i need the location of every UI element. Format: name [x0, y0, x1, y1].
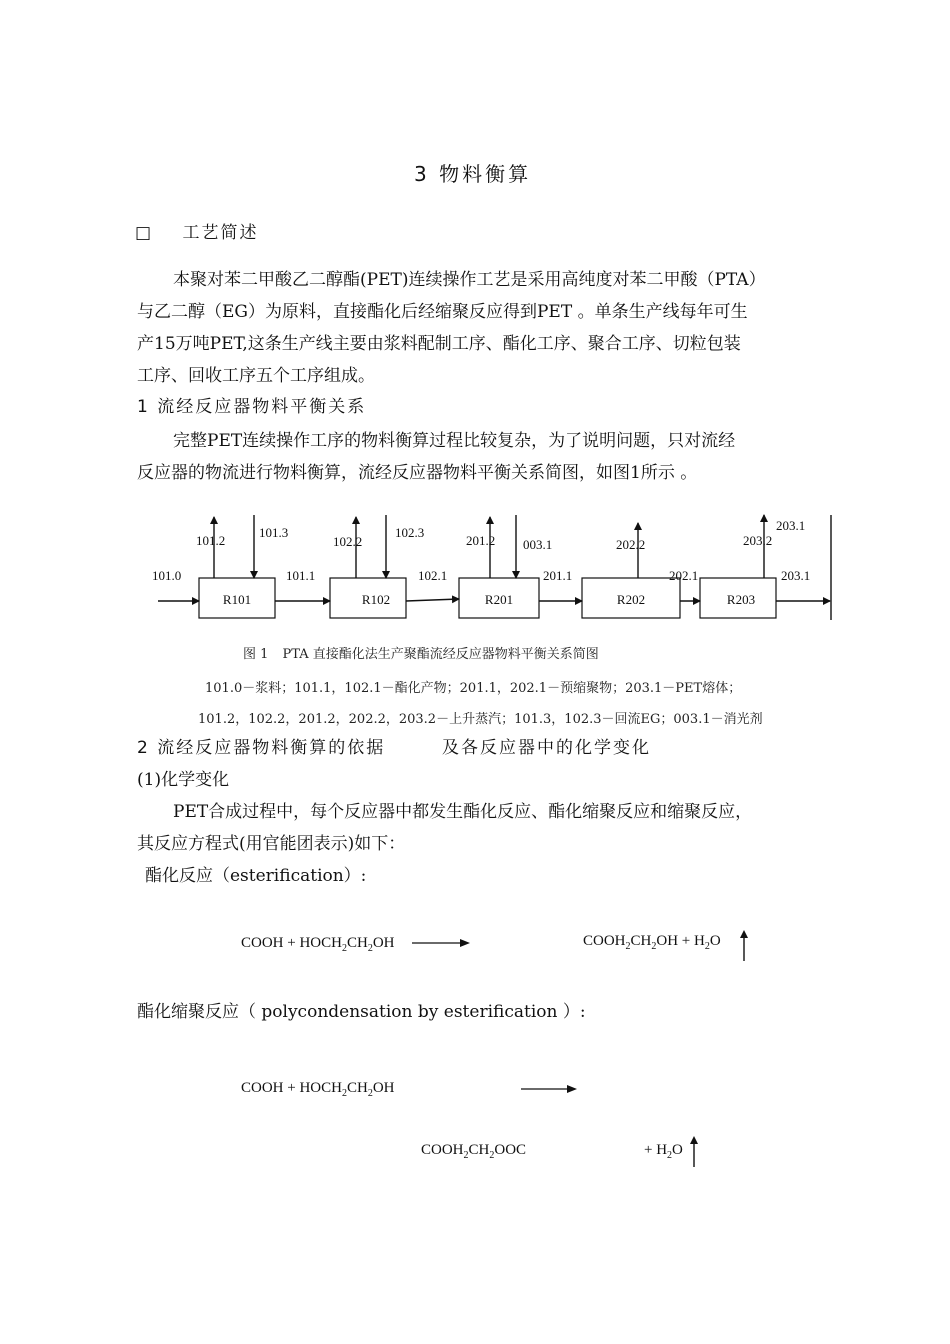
- reactor-r201: [459, 578, 539, 618]
- reaction-line: PET合成过程中，每个反应器中都发生酯化反应、酯化缩聚反应和缩聚反应，: [173, 802, 753, 822]
- gas-up-arrow: [738, 930, 750, 962]
- reflux-label: 102.3: [395, 525, 425, 540]
- intro-line: 本聚对苯二甲酸乙二醇酯(PET)连续操作工艺是采用高纯度对苯二甲酸（PTA）: [173, 270, 766, 290]
- additive-label: 003.1: [523, 537, 553, 552]
- equation-arrow: [412, 936, 472, 950]
- reactor-label: R101: [222, 592, 252, 607]
- equation-polycondensation-water: + $H_2O$: [644, 1142, 683, 1161]
- equation-polycondensation-product: $COOH_2CH_2OOC$: [421, 1142, 527, 1161]
- reactor-r203: [700, 578, 776, 618]
- vapor-label: 203.2: [743, 533, 773, 548]
- section-title: 工艺简述: [182, 223, 259, 243]
- reactor-r202: [582, 578, 680, 618]
- reactor-label: R201: [484, 592, 514, 607]
- gas-up-arrow: [688, 1136, 700, 1168]
- subsection-2-heading: [137, 733, 651, 758]
- reactor-label: R203: [726, 592, 756, 607]
- figure-title: PTA 直接酯化法生产聚酯流经反应器物料平衡关系简图: [282, 647, 599, 662]
- output-label: 203.1: [776, 518, 806, 533]
- equation-arrow: [521, 1082, 581, 1096]
- vapor-label: 201.2: [466, 533, 496, 548]
- vapor-label: 202.2: [616, 537, 646, 552]
- figure-caption: [243, 643, 599, 662]
- figure-legend-line: 101.0－浆料；101.1，102.1－酯化产物；201.1，202.1－预缩聚物；203.1－PET熔体；: [205, 681, 742, 696]
- vapor-label: 102.2: [333, 534, 363, 549]
- sub1-line: 反应器的物流进行物料衡算，流经反应器物料平衡关系简图，如图1所示 。: [137, 463, 698, 483]
- section-heading: [135, 218, 258, 243]
- section-marker: □: [135, 223, 154, 243]
- intro-line: 产15万吨PET,这条生产线主要由浆料配制工序、酯化工序、聚合工序、切粒包装: [137, 334, 741, 354]
- flow-label: 202.1: [669, 568, 699, 583]
- flow-label: 102.1: [418, 568, 448, 583]
- subsection-1-heading: 1 流经反应器物料平衡关系: [137, 397, 367, 417]
- equation-esterification-reactants: COOH + $HOCH_2CH_2OH$: [241, 935, 395, 954]
- reactor-r101: [199, 578, 275, 618]
- subsection-2-item: (1)化学变化: [137, 770, 230, 790]
- esterification-label: 酯化反应（esterification）:: [145, 866, 367, 886]
- figure-legend-line: 101.2，102.2，201.2，202.2，203.2－上升蒸汽；101.3，102.3－回流EG；003.1－消光剂: [198, 712, 763, 727]
- reflux-label: 101.3: [259, 525, 289, 540]
- equation-polycondensation-reactants: COOH + $HOCH_2CH_2OH$: [241, 1080, 395, 1099]
- reactor-flow-diagram: [0, 500, 950, 640]
- polycondensation-label: 酯化缩聚反应（ polycondensation by esterification ）:: [137, 1002, 586, 1022]
- flow-label: 101.1: [286, 568, 316, 583]
- page-heading: 3 物料衡算: [414, 162, 532, 186]
- vapor-label: 101.2: [196, 533, 226, 548]
- intro-line: 工序、回收工序五个工序组成。: [137, 366, 375, 386]
- sub1-line: 完整PET连续操作工序的物料衡算过程比较复杂，为了说明问题，只对流经: [173, 431, 736, 451]
- reactor-label: R202: [616, 592, 646, 607]
- flow-label: 203.1: [781, 568, 811, 583]
- subsection-2-right: 及各反应器中的化学变化: [442, 738, 651, 758]
- equation-esterification-products: $COOH_2CH_2OH + H_2O$: [583, 933, 721, 952]
- figure-number: 图 1: [243, 647, 269, 662]
- reactor-label: R102: [361, 592, 391, 607]
- intro-line: 与乙二醇（EG）为原料，直接酯化后经缩聚反应得到PET 。单条生产线每年可生: [137, 302, 748, 322]
- subsection-2-left: 2 流经反应器物料衡算的依据: [137, 738, 386, 758]
- reactor-r102: [330, 578, 406, 618]
- flow-label: 201.1: [543, 568, 573, 583]
- flow-arrow: [406, 599, 459, 601]
- reaction-line: 其反应方程式(用官能团表示)如下：: [137, 834, 406, 854]
- flow-label: 101.0: [152, 568, 182, 583]
